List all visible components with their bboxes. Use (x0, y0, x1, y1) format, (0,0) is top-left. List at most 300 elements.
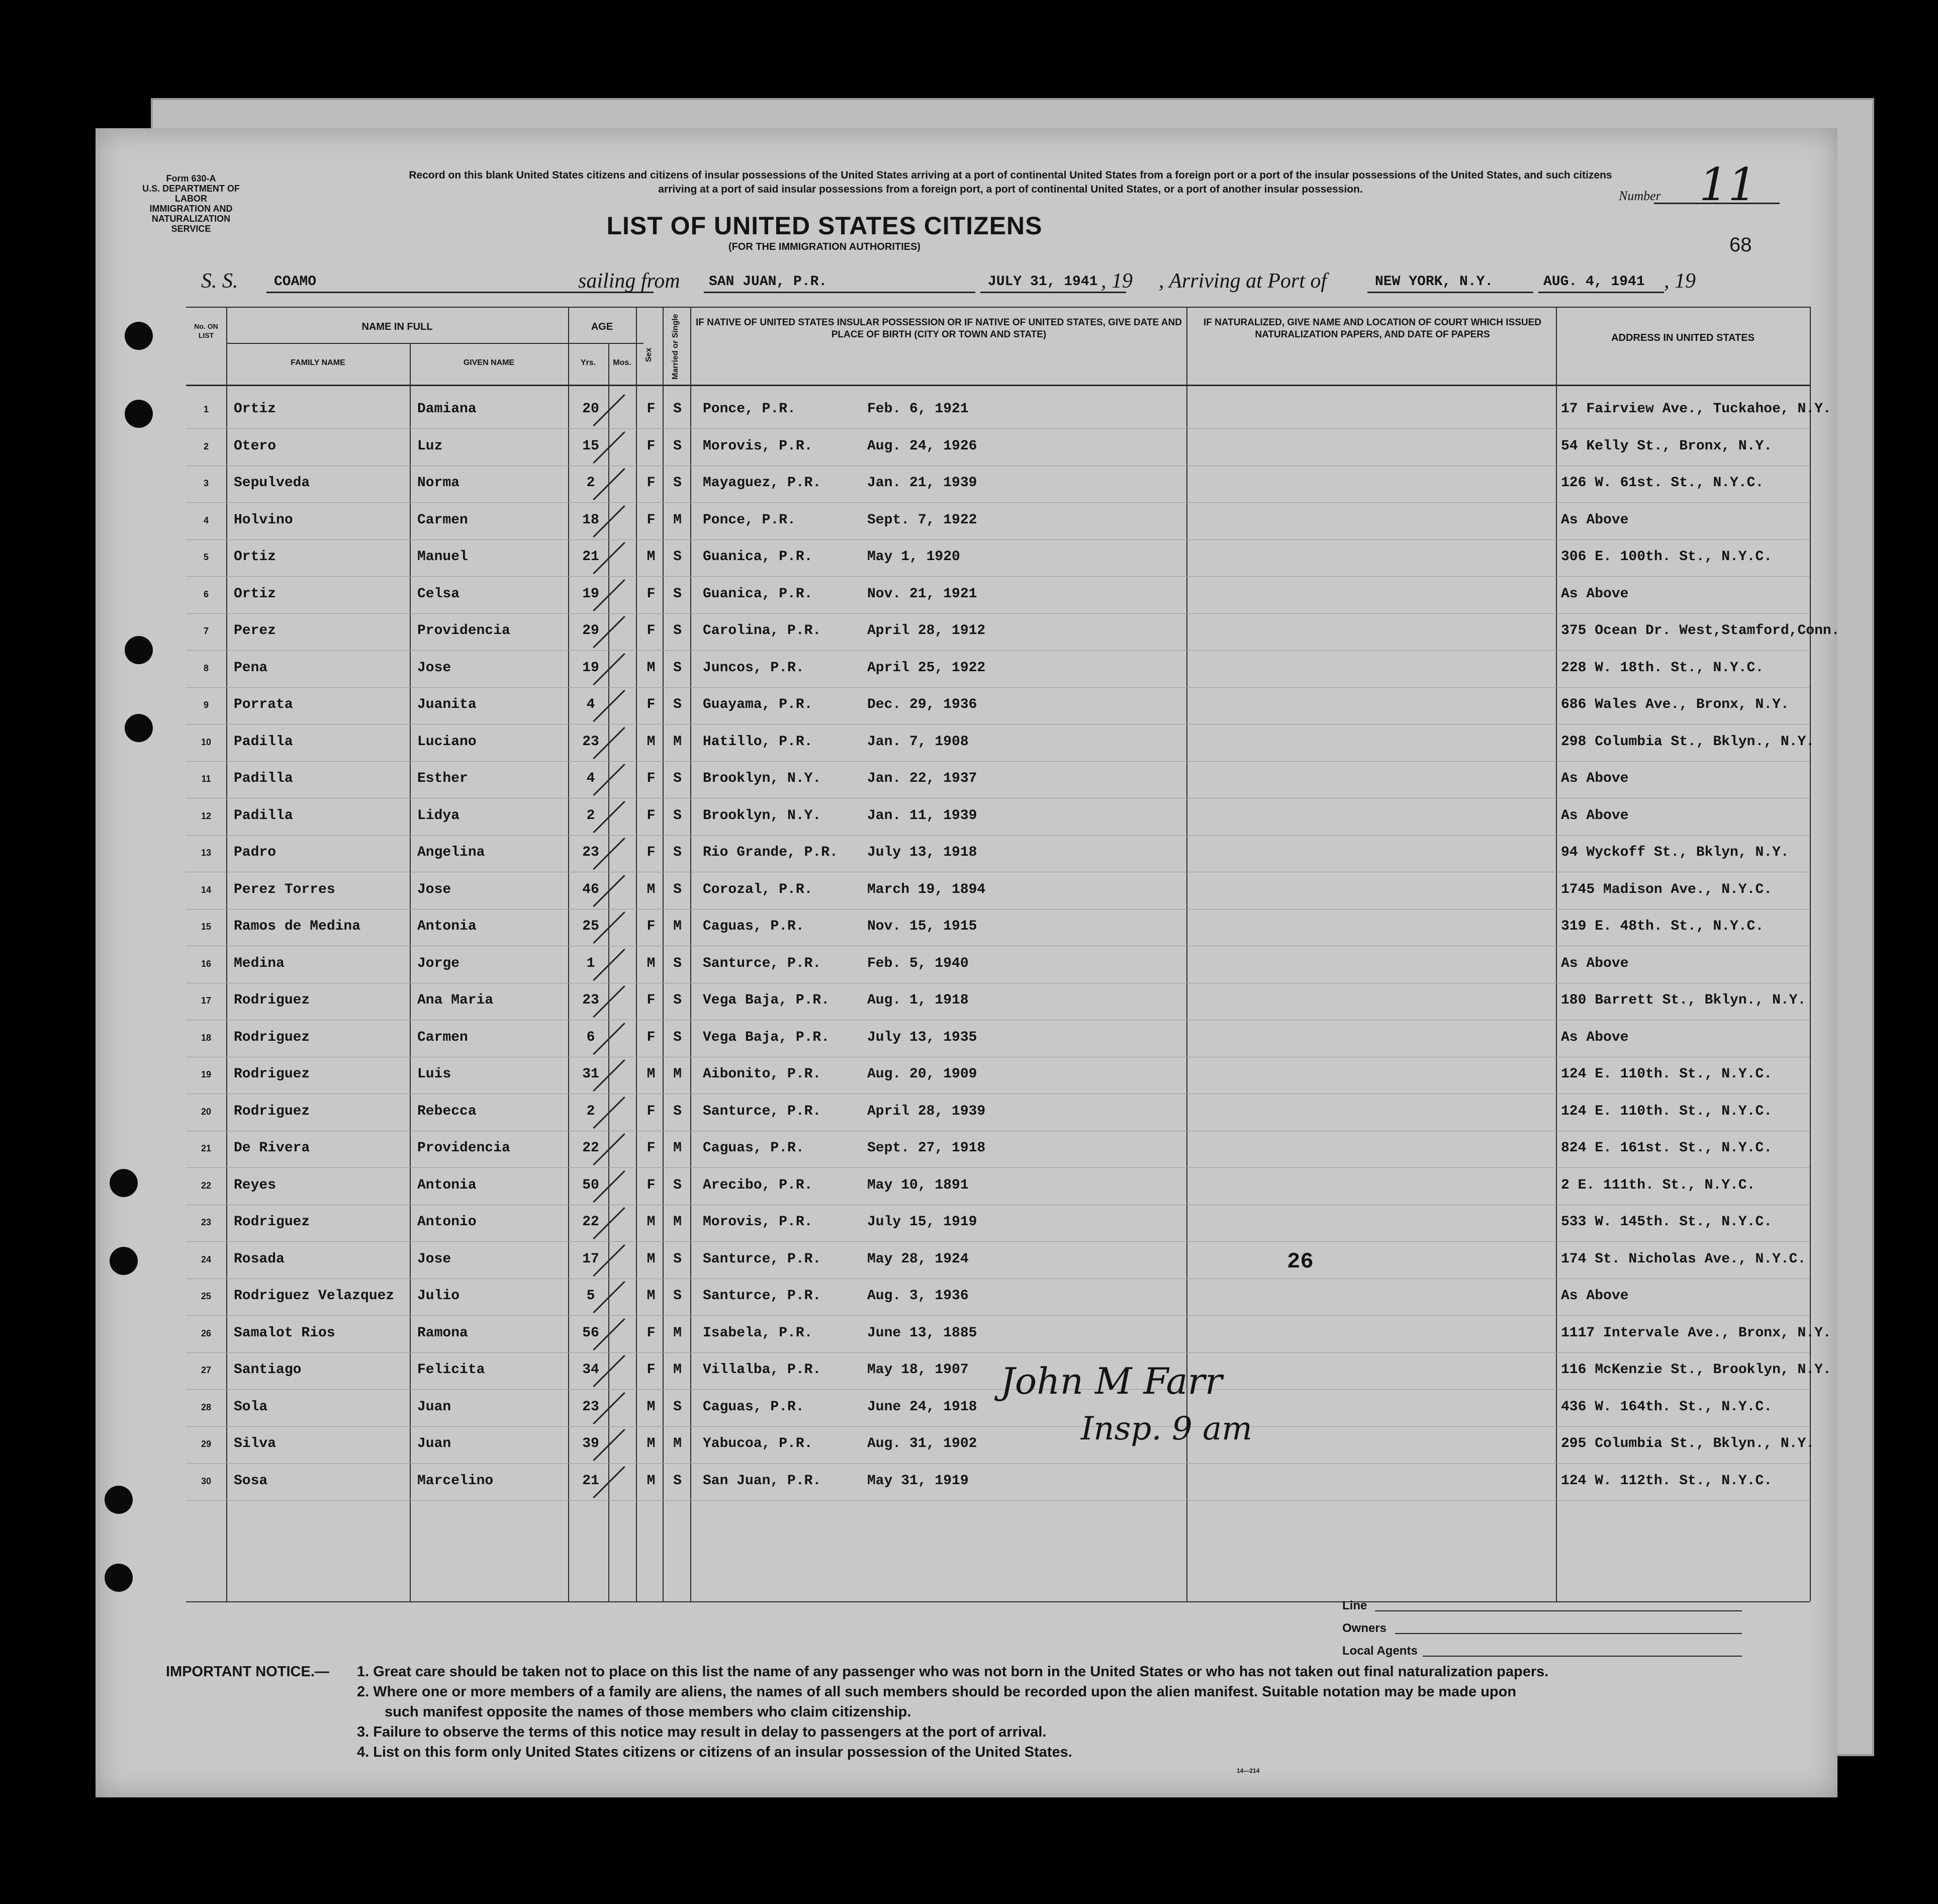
marital-status: S (673, 697, 682, 712)
col-header-no: No. ON LIST (194, 322, 218, 339)
table-row (186, 1131, 1810, 1168)
age-years: 29 (582, 623, 599, 639)
marital-status: S (673, 771, 682, 786)
birth-date: June 13, 1885 (867, 1325, 977, 1341)
us-address: 94 Wyckoff St., Bklyn, N.Y. (1561, 845, 1789, 860)
given-name: Julio (417, 1288, 460, 1304)
us-address: 533 W. 145th. St., N.Y.C. (1561, 1214, 1773, 1230)
birth-place: Corozal, P.R. (703, 881, 813, 897)
sex: M (647, 1288, 656, 1304)
row-number: 25 (201, 1291, 212, 1301)
birth-place: Santurce, P.R. (703, 1251, 821, 1267)
given-name: Luz (417, 438, 443, 454)
birth-place: Vega Baja, P.R. (703, 992, 830, 1008)
given-name: Lidya (417, 807, 460, 824)
marital-status: M (673, 734, 682, 750)
notice-heading: IMPORTANT NOTICE.— (166, 1664, 329, 1680)
sex: M (647, 549, 656, 565)
marital-status: S (673, 1177, 682, 1193)
table-row (186, 577, 1810, 614)
us-address: 116 McKenzie St., Brooklyn, N.Y. (1561, 1362, 1831, 1378)
row-number: 9 (203, 700, 209, 710)
table-row (186, 429, 1810, 466)
age-years: 2 (586, 475, 595, 491)
table-row (186, 688, 1810, 724)
form-id-line: NATURALIZATION SERVICE (151, 214, 231, 234)
sex: M (647, 881, 656, 897)
col-header-yrs: Yrs. (580, 358, 596, 367)
birth-place: Morovis, P.R. (703, 438, 813, 454)
birth-date: Nov. 21, 1921 (867, 586, 977, 602)
family-name: Rodriguez Velazquez (234, 1288, 395, 1304)
row-number: 2 (203, 441, 209, 451)
birth-place: Guanica, P.R. (703, 549, 813, 565)
col-header-address: ADDRESS IN UNITED STATES (1611, 332, 1755, 343)
us-address: 180 Barrett St., Bklyn., N.Y. (1561, 992, 1806, 1008)
notice-item: such manifest opposite the names of those members who claim citizenship. (385, 1704, 911, 1720)
birth-place: Hatillo, P.R. (703, 734, 813, 750)
sex: F (647, 1362, 656, 1378)
marital-status: M (673, 1325, 682, 1341)
row-rule (186, 1500, 1810, 1501)
birth-place: San Juan, P.R. (703, 1473, 821, 1489)
table-row (186, 873, 1810, 910)
marital-status: S (673, 549, 682, 565)
sex: F (647, 623, 656, 639)
marital-status: S (673, 992, 682, 1008)
given-name: Juanita (417, 697, 477, 712)
page-subtitle: (FOR THE IMMIGRATION AUTHORITIES) (728, 241, 921, 252)
sailing-label: sailing from (578, 269, 680, 293)
family-name: Ortiz (234, 549, 276, 565)
row-number: 4 (203, 515, 209, 525)
age-years: 46 (582, 881, 599, 897)
given-name: Providencia (417, 1140, 510, 1156)
us-address: 124 E. 110th. St., N.Y.C. (1561, 1103, 1773, 1119)
family-name: Rodriguez (234, 1029, 310, 1045)
marital-status: S (673, 1288, 682, 1304)
birth-date: Aug. 3, 1936 (867, 1288, 969, 1304)
table-row (186, 651, 1810, 688)
marital-status: S (673, 881, 682, 897)
given-name: Carmen (417, 512, 468, 528)
table-row (186, 836, 1810, 872)
birth-date: April 28, 1939 (867, 1103, 986, 1119)
marital-status: S (673, 807, 682, 824)
table-row (186, 1168, 1810, 1205)
row-number: 28 (201, 1402, 212, 1412)
row-number: 5 (203, 552, 209, 562)
family-name: Padilla (234, 771, 293, 786)
sex: M (647, 1473, 656, 1489)
birth-date: April 25, 1922 (867, 660, 986, 676)
sex: F (647, 1140, 656, 1156)
sex: F (647, 1103, 656, 1119)
table-row (186, 540, 1810, 577)
from-port-line (704, 292, 975, 293)
sex: F (647, 992, 656, 1008)
row-number: 6 (203, 589, 209, 599)
us-address: 1745 Madison Ave., N.Y.C. (1561, 881, 1773, 897)
inspector-signature: John M Farr (1000, 1360, 1223, 1402)
us-address: 54 Kelly St., Bronx, N.Y. (1561, 438, 1773, 454)
col-header-married: Married or Single (671, 314, 680, 380)
given-name: Providencia (417, 623, 510, 639)
given-name: Jorge (417, 955, 460, 971)
table-row (186, 1205, 1810, 1242)
us-address: As Above (1561, 1288, 1629, 1304)
us-address: 1117 Intervale Ave., Bronx, N.Y. (1561, 1325, 1831, 1341)
sex: F (647, 771, 656, 786)
birth-date: Aug. 1, 1918 (867, 992, 969, 1008)
birth-place: Santurce, P.R. (703, 1288, 821, 1304)
family-name: Perez (234, 623, 276, 639)
sex: M (647, 660, 656, 676)
us-address: 174 St. Nicholas Ave., N.Y.C. (1561, 1251, 1806, 1267)
given-name: Jose (417, 881, 451, 897)
family-name: Rodriguez (234, 1103, 310, 1119)
given-name: Juan (417, 1436, 451, 1452)
table-top-rule (186, 307, 1810, 308)
birth-date: Nov. 15, 1915 (867, 919, 977, 934)
age-years: 19 (582, 660, 599, 676)
sex: F (647, 401, 656, 417)
birth-place: Carolina, P.R. (703, 623, 821, 639)
us-address: 306 E. 100th. St., N.Y.C. (1561, 549, 1773, 565)
to-date-line (1538, 292, 1664, 293)
row-number: 30 (201, 1476, 212, 1486)
birth-place: Yabucoa, P.R. (703, 1436, 813, 1452)
birth-date: May 1, 1920 (867, 549, 960, 565)
row-number: 21 (201, 1143, 212, 1153)
family-name: Silva (234, 1436, 276, 1452)
age-years: 17 (582, 1251, 599, 1267)
table-row (186, 799, 1810, 836)
given-name: Rebecca (417, 1103, 477, 1119)
table-row (186, 1316, 1831, 1353)
col-header-birth: IF NATIVE OF UNITED STATES INSULAR POSSESSION OR IF NATIVE OF UNITED STATES, GIVE DATE AND PLACE OF BIRTH (CITY OR TOWN AND STATE) (696, 317, 1182, 340)
number-label: Number (1619, 189, 1661, 203)
given-name: Ramona (417, 1325, 468, 1341)
row-number: 29 (201, 1439, 212, 1449)
sex: F (647, 845, 656, 860)
birth-date: June 24, 1918 (867, 1399, 977, 1415)
birth-date: May 18, 1907 (867, 1362, 969, 1378)
form-id-line: Form 630-A (166, 173, 216, 184)
birth-date: Dec. 29, 1936 (867, 697, 977, 712)
given-name: Luciano (417, 734, 477, 750)
family-name: Medina (234, 955, 285, 971)
ss-label: S. S. (201, 269, 238, 293)
age-years: 4 (586, 771, 595, 786)
family-name: Sosa (234, 1473, 268, 1489)
given-name: Norma (417, 475, 460, 491)
age-years: 21 (582, 549, 599, 565)
row-number: 3 (203, 478, 209, 488)
passenger-table (186, 307, 1840, 1601)
us-address: 824 E. 161st. St., N.Y.C. (1561, 1140, 1773, 1156)
sex: M (647, 734, 656, 750)
birth-date: July 13, 1935 (867, 1029, 977, 1045)
from-date: JULY 31, 1941 (988, 274, 1098, 290)
manifest-page (96, 128, 1840, 1797)
punch-hole (125, 400, 153, 428)
given-name: Damiana (417, 401, 477, 417)
birth-place: Santurce, P.R. (703, 955, 821, 971)
us-address: As Above (1561, 1029, 1629, 1045)
notice-item: 1. Great care should be taken not to place on this list the name of any passenger who was not born in the United States or who has not taken out final naturalization papers. (357, 1664, 1549, 1680)
col-header-family: FAMILY NAME (291, 358, 345, 367)
col-header-sex: Sex (644, 347, 653, 362)
us-address: 686 Wales Ave., Bronx, N.Y. (1561, 697, 1789, 712)
birth-place: Caguas, P.R. (703, 1140, 804, 1156)
row-number: 23 (201, 1217, 212, 1227)
birth-place: Caguas, P.R. (703, 1399, 804, 1415)
birth-place: Arecibo, P.R. (703, 1177, 813, 1193)
marital-status: S (673, 438, 682, 454)
table-row (186, 1427, 1815, 1464)
form-id-line: IMMIGRATION AND (149, 204, 233, 214)
birth-place: Rio Grande, P.R. (703, 845, 838, 860)
table-row (186, 1390, 1810, 1427)
record-instructions: Record on this blank United States citizens and citizens of insular possessions of the United States arriving at a port of continental United States from a foreign port or a port of the insular possessions of the United States, and such citizens arriving at a port of said insular possessions from a foreign port, a port of continental United States, or a port of another insular possession. (409, 169, 1612, 195)
marital-status: S (673, 955, 682, 971)
given-name: Angelina (417, 845, 485, 860)
table-row (186, 725, 1815, 762)
punch-hole (110, 1247, 138, 1275)
marital-status: M (673, 1436, 682, 1452)
given-name: Jose (417, 1251, 451, 1267)
birth-place: Isabela, P.R. (703, 1325, 813, 1341)
stamp-number: 26 (1287, 1249, 1314, 1275)
age-years: 20 (582, 401, 599, 417)
from-port: SAN JUAN, P.R. (709, 274, 827, 290)
given-name: Antonia (417, 1177, 477, 1193)
family-name: Sola (234, 1399, 268, 1415)
birth-place: Villalba, P.R. (703, 1362, 821, 1378)
sex: F (647, 1325, 656, 1341)
family-name: Rodriguez (234, 992, 310, 1008)
row-number: 20 (201, 1106, 212, 1117)
birth-date: Aug. 20, 1909 (867, 1066, 977, 1082)
birth-date: Aug. 24, 1926 (867, 438, 977, 454)
marital-status: S (673, 1473, 682, 1489)
row-number: 22 (201, 1180, 212, 1191)
given-name: Celsa (417, 586, 460, 602)
row-number: 11 (201, 774, 211, 784)
age-years: 23 (582, 845, 599, 860)
family-name: Ortiz (234, 401, 276, 417)
us-address: 2 E. 111th. St., N.Y.C. (1561, 1177, 1756, 1193)
table-row (186, 762, 1810, 798)
birth-date: Feb. 5, 1940 (867, 955, 969, 971)
birth-place: Ponce, P.R. (703, 401, 796, 417)
birth-date: March 19, 1894 (867, 881, 986, 897)
family-name: Padilla (234, 734, 293, 750)
family-name: Holvino (234, 512, 293, 528)
year-label: , 19 (1664, 269, 1696, 293)
birth-date: Feb. 6, 1921 (867, 401, 969, 417)
age-years: 2 (586, 807, 595, 824)
family-name: Rosada (234, 1251, 285, 1267)
birth-place: Guayama, P.R. (703, 697, 813, 712)
birth-date: July 13, 1918 (867, 845, 977, 860)
row-number: 14 (201, 884, 212, 895)
row-number: 12 (201, 810, 212, 821)
family-name: Pena (234, 660, 268, 676)
row-number: 15 (201, 922, 212, 932)
row-number: 1 (203, 404, 209, 414)
table-row (186, 503, 1810, 540)
birth-date: Jan. 7, 1908 (867, 734, 969, 750)
col-header-naturalized: IF NATURALIZED, GIVE NAME AND LOCATION OF COURT WHICH ISSUED NATURALIZATION PAPERS, AND DATE OF PAPERS (1203, 317, 1541, 340)
family-name: Santiago (234, 1362, 302, 1378)
given-name: Felicita (417, 1362, 485, 1378)
page-title: LIST OF UNITED STATES CITIZENS (606, 212, 1043, 240)
age-years: 23 (582, 992, 599, 1008)
form-id-block (141, 173, 241, 234)
birth-date: Jan. 11, 1939 (867, 807, 977, 824)
header-bottom-rule (186, 385, 1810, 386)
table-row (186, 1021, 1810, 1057)
punch-hole (125, 322, 153, 350)
marital-status: S (673, 401, 682, 417)
birth-place: Aibonito, P.R. (703, 1066, 821, 1082)
given-name: Marcelino (417, 1473, 494, 1489)
notice-item: 3. Failure to observe the terms of this notice may result in delay to passengers at the port of arrival. (357, 1724, 1047, 1740)
birth-date: April 28, 1912 (867, 623, 986, 639)
given-name: Carmen (417, 1029, 468, 1045)
table-row (186, 1353, 1831, 1390)
birth-date: Jan. 22, 1937 (867, 771, 977, 786)
table-row (186, 1464, 1810, 1501)
marital-status: S (673, 1103, 682, 1119)
owners-label: Owners (1342, 1621, 1387, 1635)
family-name: De Rivera (234, 1140, 310, 1156)
age-years: 21 (582, 1473, 599, 1489)
birth-place: Morovis, P.R. (703, 1214, 813, 1230)
sex: F (647, 586, 656, 602)
marital-status: M (673, 919, 682, 934)
punch-hole (110, 1169, 138, 1197)
family-name: Rodriguez (234, 1214, 310, 1230)
row-number: 8 (203, 663, 209, 673)
us-address: 17 Fairview Ave., Tuckahoe, N.Y. (1561, 401, 1831, 417)
family-name: Ramos de Medina (234, 919, 361, 934)
notice-item: 2. Where one or more members of a family are aliens, the names of all such members should be recorded upon the alien manifest. Suitable notation may be made upon (357, 1684, 1517, 1700)
us-address: 436 W. 164th. St., N.Y.C. (1561, 1399, 1773, 1415)
marital-status: M (673, 1140, 682, 1156)
line-label: Line (1342, 1599, 1367, 1612)
list-number-handwritten: 11 (1699, 158, 1757, 211)
local-agents-label: Local Agents (1342, 1644, 1418, 1658)
row-number: 13 (201, 848, 212, 858)
marital-status: M (673, 512, 682, 528)
col-header-age: AGE (591, 321, 613, 332)
marital-status: S (673, 1029, 682, 1045)
sex: F (647, 697, 656, 712)
birth-date: Sept. 7, 1922 (867, 512, 977, 528)
col-divider (1810, 307, 1811, 1601)
birth-date: July 15, 1919 (867, 1214, 977, 1230)
sex: M (647, 955, 656, 971)
family-name: Ortiz (234, 586, 276, 602)
age-years: 5 (586, 1288, 595, 1304)
sex: M (647, 1214, 656, 1230)
age-years: 22 (582, 1214, 599, 1230)
row-number: 17 (201, 995, 212, 1006)
marital-status: S (673, 623, 682, 639)
birth-place: Mayaguez, P.R. (703, 475, 821, 491)
age-years: 18 (582, 512, 599, 528)
row-number: 27 (201, 1365, 212, 1375)
sex: F (647, 1029, 656, 1045)
local-agents-field (1423, 1656, 1742, 1657)
table-row (186, 947, 1810, 983)
us-address: 319 E. 48th. St., N.Y.C. (1561, 919, 1764, 934)
marital-status: S (673, 660, 682, 676)
sex: M (647, 1399, 656, 1415)
age-years: 23 (582, 734, 599, 750)
family-name: Porrata (234, 697, 293, 712)
inspection-note: Insp. 9 am (1081, 1410, 1252, 1447)
col-header-given: GIVEN NAME (463, 358, 515, 367)
table-row (186, 614, 1840, 651)
age-years: 56 (582, 1325, 599, 1341)
sex: M (647, 1436, 656, 1452)
row-number: 24 (201, 1254, 212, 1264)
row-number: 16 (201, 958, 212, 969)
age-years: 15 (582, 438, 599, 454)
name-header-rule (226, 343, 643, 344)
us-address: As Above (1561, 512, 1629, 528)
table-row (186, 466, 1810, 503)
marital-status: S (673, 1399, 682, 1415)
birth-date: Aug. 31, 1902 (867, 1436, 977, 1452)
us-address: 295 Columbia St., Bklyn., N.Y. (1561, 1436, 1815, 1452)
sex: F (647, 512, 656, 528)
sex: F (647, 919, 656, 934)
punch-hole (125, 636, 153, 664)
given-name: Antonia (417, 919, 477, 934)
table-row (186, 1057, 1810, 1094)
marital-status: M (673, 1362, 682, 1378)
birth-date: Sept. 27, 1918 (867, 1140, 986, 1156)
sex: F (647, 807, 656, 824)
row-number: 19 (201, 1069, 212, 1079)
marital-status: S (673, 1251, 682, 1267)
birth-place: Guanica, P.R. (703, 586, 813, 602)
age-years: 4 (586, 697, 595, 712)
age-years: 31 (582, 1066, 599, 1082)
row-number: 7 (203, 626, 209, 636)
notice-item: 4. List on this form only United States citizens or citizens of an insular possession of the United States. (357, 1744, 1072, 1760)
family-name: Reyes (234, 1177, 276, 1193)
punch-hole (125, 714, 153, 742)
family-name: Padilla (234, 807, 293, 824)
marital-status: S (673, 586, 682, 602)
form-code: 14—214 (1237, 1767, 1260, 1774)
age-years: 19 (582, 586, 599, 602)
marital-status: M (673, 1214, 682, 1230)
age-years: 39 (582, 1436, 599, 1452)
us-address: 124 W. 112th. St., N.Y.C. (1561, 1473, 1773, 1489)
table-row (186, 910, 1810, 946)
us-address: As Above (1561, 586, 1629, 602)
age-years: 23 (582, 1399, 599, 1415)
birth-place: Brooklyn, N.Y. (703, 807, 821, 824)
given-name: Ana Maria (417, 992, 494, 1008)
